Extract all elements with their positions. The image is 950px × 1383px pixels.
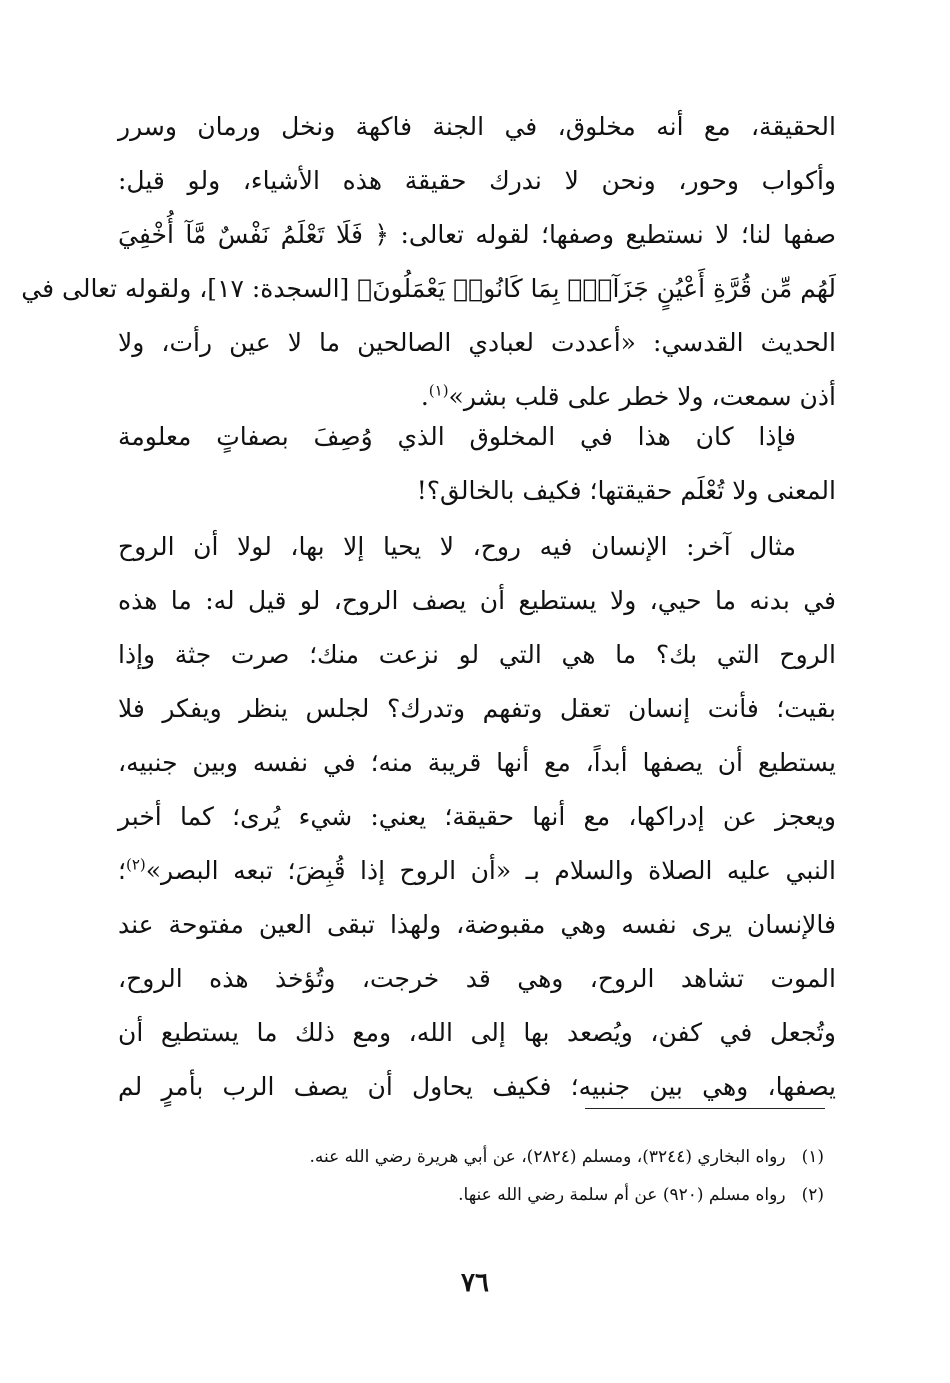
footnote-ref-1[interactable]: (١) bbox=[428, 381, 449, 400]
text-line: يصفها، وهي بين جنبيه؛ فكيف يحاول أن يصف الرب بأمرٍ لم bbox=[118, 1072, 836, 1101]
paragraph-2 bbox=[118, 410, 836, 518]
text-line-last: المعنى ولا تُعْلَم حقيقتها؛ فكيف بالخالق؟! bbox=[416, 476, 836, 505]
text-fragment: . bbox=[420, 382, 429, 411]
footnote-1 bbox=[118, 1138, 824, 1176]
text-line: فالإنسان يرى نفسه وهي مقبوضة، ولهذا تبقى العين مفتوحة عند bbox=[118, 910, 836, 939]
text-line: بقيت؛ فأنت إنسان تعقل وتفهم وتدرك؟ لجلس ينظر ويفكر فلا bbox=[118, 694, 836, 723]
text-line: وأكواب وحور، ونحن لا ندرك حقيقة هذه الأشياء، ولو قيل: bbox=[118, 166, 836, 195]
footnote-number: (٢) bbox=[801, 1185, 824, 1205]
footnote-text: رواه مسلم (٩٢٠) عن أم سلمة رضي الله عنها. bbox=[458, 1185, 786, 1205]
text-fragment: النبي عليه الصلاة والسلام بـ «أن الروح إذا قُبِضَ؛ تبعه البصر» bbox=[145, 856, 836, 885]
text-line: فإذا كان هذا في المخلوق الذي وُصِفَ بصفاتٍ معلومة bbox=[118, 422, 796, 451]
text-line: مثال آخر: الإنسان فيه روح، لا يحيا إلا بها، لولا أن الروح bbox=[118, 532, 796, 561]
text-line: يستطيع أن يصفها أبداً، مع أنها قريبة منه؛ في نفسه وبين جنبيه، bbox=[118, 748, 836, 777]
text-line: في بدنه ما حيي، ولا يستطيع أن يصف الروح، لو قيل له: ما هذه bbox=[118, 586, 836, 615]
footnote-number: (١) bbox=[801, 1147, 824, 1167]
text-line: الحديث القدسي: «أعددت لعبادي الصالحين ما لا عين رأت، ولا bbox=[118, 328, 836, 357]
paragraph-3 bbox=[118, 520, 836, 1114]
text-line: وتُجعل في كفن، ويُصعد بها إلى الله، ومع ذلك ما يستطيع أن bbox=[118, 1018, 836, 1047]
text-line: الحقيقة، مع أنه مخلوق، في الجنة فاكهة ونخل ورمان وسرر bbox=[118, 112, 836, 141]
footnote-text: رواه البخاري (٣٢٤٤)، ومسلم (٢٨٢٤)، عن أبي هريرة رضي الله عنه. bbox=[309, 1147, 786, 1167]
text-line: الموت تشاهد الروح، وهي قد خرجت، وتُؤخذ هذه الروح، bbox=[118, 964, 836, 993]
text-line-quran-start: صفها لنا؛ لا نستطيع وصفها؛ لقوله تعالى: ﴿ فَلَا تَعْلَمُ نَفْسٌ مَّآ أُخْفِيَ bbox=[118, 220, 836, 249]
footnote-ref-2[interactable]: (٢) bbox=[125, 855, 146, 874]
text-line: الروح التي بك؟ ما هي التي لو نزعت منك؛ صرت جثة وإذا bbox=[118, 640, 836, 669]
text-line-with-footnote bbox=[118, 844, 836, 898]
text-fragment: أذن سمعت، ولا خطر على قلب بشر» bbox=[448, 382, 836, 411]
footnotes bbox=[118, 1138, 824, 1214]
text-fragment: ؛ bbox=[118, 856, 126, 885]
page-number: ٧٦ bbox=[461, 1268, 489, 1298]
footnote-2 bbox=[118, 1176, 824, 1214]
text-line-quran-end: لَهُم مِّن قُرَّةِ أَعْيُنٍ جَزَآءًۢ بِمَا كَانُوا۟ يَعْمَلُونَ﴾ [السجدة: ١٧]، ولقوله تعالى في bbox=[21, 274, 836, 303]
paragraph-1 bbox=[21, 100, 836, 424]
footnote-separator bbox=[585, 1108, 825, 1109]
text-line: ويعجز عن إدراكها، مع أنها حقيقة؛ يعني: شيء يُرى؛ كما أخبر bbox=[118, 802, 836, 831]
